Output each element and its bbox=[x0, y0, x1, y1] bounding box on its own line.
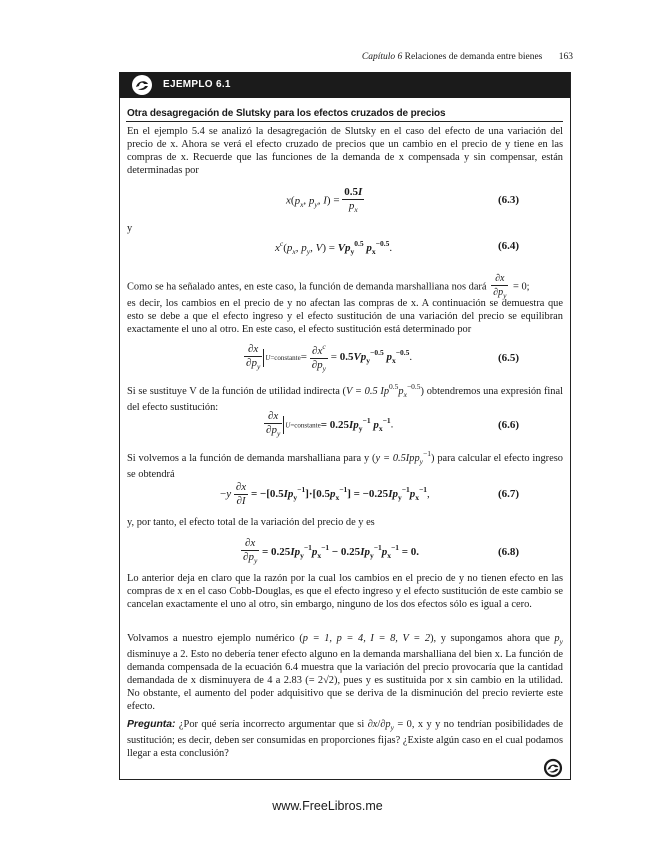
paragraph-marshallian: Como se ha señalado antes, en este caso, la función de demanda marshalliana nos dará $\frac{\partial x}{\partial p_y}$ = 0; bbox=[127, 273, 530, 300]
title-divider bbox=[126, 121, 563, 122]
paragraph-total-effect: y, por tanto, el efecto total de la variación del precio de y es bbox=[127, 517, 375, 528]
paragraph-intro: En el ejemplo 5.4 se analizó la desagregación de Slutsky en el caso del efecto de una variación del precio de x. Ahora se verá el efecto cruzado de precios que un cambio en el precio de y tiene en las compras de x. Recuerde que las funciones de la demanda de x compensada y sin compensar, están determinadas por bbox=[127, 126, 563, 177]
equation-number-6-8: (6.8) bbox=[498, 546, 520, 558]
paragraph-marshallian-text: Como se ha señalado antes, en este caso, la función de demanda marshalliana nos dará bbox=[127, 281, 487, 293]
equation-6-4: $x^c(p_x$, $p_y$, $V) = Vp_y^{0.5}$ $p_x^{-0.5}$. bbox=[275, 239, 393, 256]
question-zero: = 0 bbox=[397, 719, 412, 730]
equation-number-6-7: (6.7) bbox=[498, 488, 520, 500]
y-definition: y = 0.5Ip bbox=[375, 453, 415, 464]
paragraph-substitution: es decir, los cambios en el precio de y no afectan las compras de x. A continuación se demuestra que esto se debe a que el efecto ingreso y el efecto sustitución de una variación del precio se equilibran exactamente el uno al otro. En este caso, el efecto sustitución está determinado por bbox=[127, 298, 563, 336]
paragraph-numeric-a: Volvamos a nuestro ejemplo numérico ( bbox=[127, 633, 303, 644]
question-text-b: , x y y no tendrían posibilidades de sustitución; es decir, deben ser consumidas en proporciones fijas? ¿Existe algún caso en el cual podamos llegar a esta conclusión? bbox=[127, 719, 563, 760]
chapter-title: Relaciones de demanda entre bienes bbox=[404, 52, 543, 62]
running-header bbox=[362, 52, 573, 62]
footer-site: www.FreeLibros.me bbox=[272, 799, 383, 813]
equation-6-3: $x(p_x$, $p_y$, I) = $\frac{0.5I}{p_x}$ bbox=[286, 186, 363, 214]
equation-number-6-4: (6.4) bbox=[498, 240, 520, 252]
paragraph-income-effect-a: Si volvemos a la función de demanda marshalliana para y ( bbox=[127, 453, 376, 464]
numeric-params: p = 1, p = 4, I = 8, V = 2 bbox=[302, 633, 431, 644]
equation-6-7: −y $\frac{\partial x}{\partial I}$ = $-[0.5Ip_y^{-1}]\cdot[0.5p_x^{-1}] = -0.25Ip_y^{-1}p_x^{-1}$, bbox=[220, 481, 430, 507]
question-block: Pregunta: ¿Por qué sería incorrecto argumentar que si $\partial x/\partial p_y = 0$, x y y no tendrían posibilidades de sustitución; es decir, deben ser consumidas en proporciones fijas? ¿Existe algún caso en el cual podamos llegar a esta conclusión? bbox=[127, 719, 563, 760]
example-title: Otra desagregación de Slutsky para los efectos cruzados de precios bbox=[127, 108, 446, 119]
equation-6-6: $\frac{\partial x}{\partial p_y}$ U=constante= $0.25Ip_y^{-1}$ $p_x^{-1}$. bbox=[266, 410, 394, 438]
paragraph-conclusion: Lo anterior deja en claro que la razón por la cual los cambios en el precio de y no tienen efecto en las compras de x en el caso Cobb-Douglas, es que el efecto ingreso y el efecto sustitución de este cambio se cancelan exactamente el uno al otro, sin embargo, ninguno de los dos efectos sólo es igual a cero. bbox=[127, 573, 563, 611]
chapter-label: Capítulo 6 bbox=[361, 52, 403, 62]
paragraph-indirect-utility: Si se sustituye V de la función de utilidad indirecta (V = 0.5 $Ip^{0.5}p_x^{-0.5}$) obtendremos una expresión final del efecto sustitución: bbox=[127, 382, 564, 414]
paragraph-numeric-b: ), y supongamos ahora que bbox=[430, 633, 550, 644]
equation-6-5: $\frac{\partial x}{\partial p_y}$ U=constante= $\frac{\partial x^c}{\partial p_y}$ = $0.5Vp_y^{-0.5}$ $p_x^{-0.5}$. bbox=[246, 342, 413, 373]
paragraph-numeric-d: ), pues y es sustituida por x sin cambio en la utilidad. No obstante, el aumento del poder adquisitivo que se deriva de la disminución del precio revierte este efecto. bbox=[127, 675, 564, 713]
book-logo-icon bbox=[131, 74, 153, 96]
equation-6-8: $\frac{\partial x}{\partial p_y}$ = $0.25Ip_y^{-1}p_x^{-1} - 0.25Ip_y^{-1}p_x^{-1} = 0$. bbox=[243, 537, 420, 565]
end-mark-icon bbox=[543, 758, 563, 778]
paragraph-numeric-c: disminuye a 2. Esto no debería tener efecto alguno en la demanda marshalliana del bien x. La función de demanda compensada de la ecuación 6.4 muestra que la variación del precio provocaría que la cantidad demandada de x disminuyera de 4 a 2.83 ( bbox=[127, 649, 563, 687]
paragraph-income-effect-b: ) para calcular el efecto ingreso se obtendrá bbox=[127, 453, 563, 481]
example-banner bbox=[119, 72, 570, 98]
two-sqrt-two: = 2√2 bbox=[308, 675, 335, 687]
page-number: 163 bbox=[558, 52, 573, 62]
paragraph-indirect-utility-b: ) obtendremos una expresión final del efecto sustitución: bbox=[127, 386, 564, 414]
equation-number-6-3: (6.3) bbox=[498, 194, 520, 206]
equation-number-6-5: (6.5) bbox=[498, 352, 520, 364]
marshallian-result: = 0; bbox=[513, 281, 530, 293]
question-label: Pregunta: bbox=[127, 719, 176, 730]
example-label: EJEMPLO 6.1 bbox=[163, 79, 231, 90]
equation-number-6-6: (6.6) bbox=[498, 419, 520, 431]
paragraph-income-effect: Si volvemos a la función de demanda marshalliana para y (y = 0.5Ipp$_y^{-1}$) para calcular el efecto ingreso se obtendrá bbox=[127, 449, 563, 481]
connector-y: y bbox=[127, 223, 133, 234]
v-definition: V = 0.5 Ip bbox=[346, 386, 390, 397]
question-text-a: ¿Por qué sería incorrecto argumentar que si bbox=[178, 719, 365, 730]
paragraph-numeric-example: Volvamos a nuestro ejemplo numérico (p = 1, p = 4, I = 8, V = 2), y supongamos ahora que $p_y$ disminuye a 2. Esto no debería tener efecto alguno en la demanda marshalliana del bien x. La función de demanda compensada de la ecuación 6.4 muestra que la variación del precio provocaría que la cantidad demandada de x disminuyera de 4 a 2.83 (= 2√2), pues y es sustituida por x sin cambio en la utilidad. No obstante, el aumento del poder adquisitivo que se deriva de la disminución del precio revierte este efecto. bbox=[127, 633, 564, 713]
paragraph-indirect-utility-a: Si se sustituye V de la función de utilidad indirecta ( bbox=[127, 386, 347, 397]
